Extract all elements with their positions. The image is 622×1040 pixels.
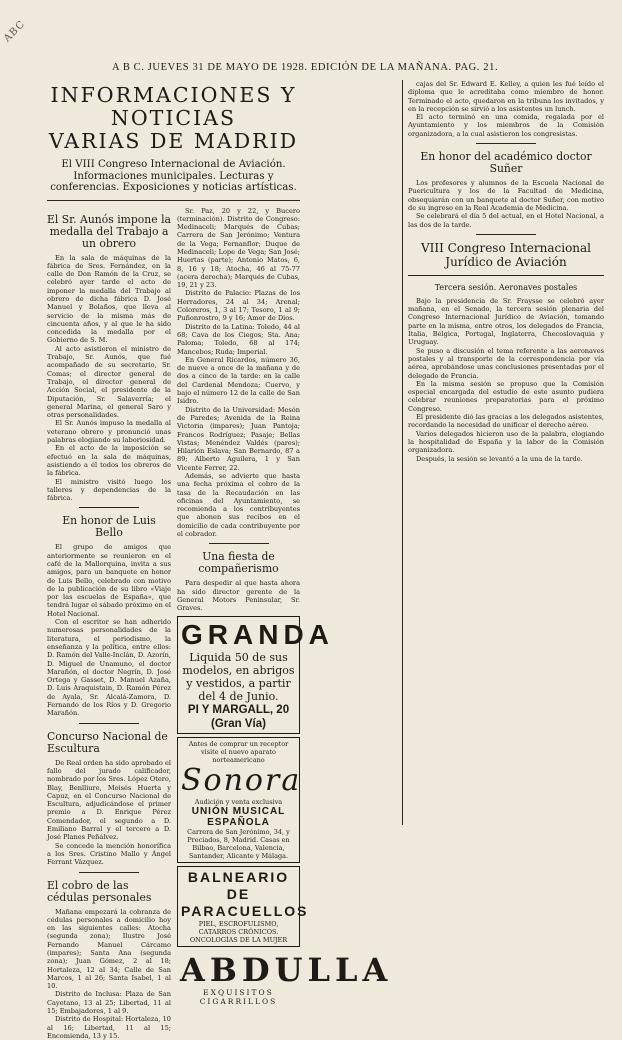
ad-address: PI Y MARGALL, 20 (Gran Vía) <box>181 703 296 731</box>
paragraph: Después, la sesión se levantó a la una de la tarde. <box>408 455 604 463</box>
paragraph: Bajo la presidencia de Sr. Fraysse se celebró ayer mañana, en el Senado, la tercera sesión plenaria del Congreso Internacional Jurídico de Aviación, tomando parte en la misma, entre otros, los delegados de Francia, Italia, Bélgica, Portugal, Inglaterra, Checoslovaquia y Uruguay. <box>408 297 604 347</box>
paragraph: En General Ricardos, número 36, de nueve a once de la mañana y de dos a cinco de la tarde: en la calle del Cardenal Mendoza; Cuervo, y bajo el número 12 de la calle de San Isidro. <box>177 356 300 406</box>
column-right <box>408 80 604 463</box>
paragraph: Además, se advierte que hasta una fecha próxima el cobro de la tasa de la Recaudación en las oficinas del Ayuntamiento, se recomienda a los contribuyentes que abonen sus recibos en el domicilio de cada contribuyente por el cobrador. <box>177 472 300 538</box>
ad-text: PIEL, ESCROFULISMO, CATARROS CRÓNICOS. ONCOLOGÍAS DE LA MUJER <box>181 920 296 944</box>
paragraph: Distrito de la Latina: Toledo, 44 al 68; Cava de los Ciegos; Sta. Ana; Paloma; Toledo, 68 al 174; Mancebos; Ruda; Imperial. <box>177 323 300 356</box>
section-head-escultura: Concurso Nacional de Escultura <box>47 731 171 755</box>
section-subhead: Tercera sesión. Aeronaves postales <box>408 283 604 293</box>
paragraph: Sr. Paz, 20 y 22, y Bucero (terminación). Distrito de Congreso: Medinaceli; Marqués de Cubas; Carrera de San Jerónimo; Ventura de la Vega; Fernanflor; Duque de Medinaceli; Lope de Vega; San José; Huertas (parte); Antonio Matos, 6, 8, 16 y 18; Atocha, 46 al 75-77 (acera derecha); Marqués de Cubas, 19, 21 y 23. <box>177 207 300 290</box>
paragraph: Para despedir al que hasta ahora ha sido director gerente de la General Motors Peninsular, Sr. Graves. <box>177 579 300 612</box>
ad-text: Liquida 50 de sus modelos, en abrigos y vestidos, a partir del 4 de Junio. <box>181 651 296 703</box>
paragraph: Distrito de la Universidad: Mesón de Paredes; Avenida de la Reina Victoria (impares); Juan Pantoja; Francos Rodríguez; Pasaje; Bellas Vistas; Menéndez Valdés (pares); Hilarión Eslava; San Bernardo, 87 a 89; Alberto Aguilera, 1 y San Vicente Ferrer, 22. <box>177 406 300 472</box>
section-head-bello: En honor de Luis Bello <box>47 515 171 539</box>
ad-brand: ABDULLA <box>180 952 297 988</box>
paragraph: Los profesores y alumnos de la Escuela Nacional de Puericultura y los de la Facultad de Medicina, obsequiarán con un banquete al doctor Suñer, con motivo de su ingreso en la Real Academia de Medicina. <box>408 179 604 212</box>
corner-mark: ABC <box>2 19 28 45</box>
paragraph: El presidente dió las gracias a los delegados asistentes, recordando la necesidad de unificar el derecho aéreo. <box>408 413 604 430</box>
divider <box>79 872 139 873</box>
ad-brand: Sonora <box>181 764 296 798</box>
page-header: A B C. JUEVES 31 DE MAYO DE 1928. EDICIÓN DE LA MAÑANA. PAG. 21. <box>112 62 622 73</box>
divider <box>47 200 300 201</box>
paragraph: El acto terminó en una comida, regalada por el Ayuntamiento y los miembros de la Comisión organizadora, a la cual asistieron los congresistas. <box>408 113 604 138</box>
sub-column-2 <box>177 207 300 1040</box>
ad-name-line1: BALNEARIO DE <box>181 869 296 903</box>
paragraph: Varios delegados hicieron uso de la palabra, elogiando la hospitalidad de España y la labor de la Comisión organizadora. <box>408 430 604 455</box>
paragraph: Mañana empezará la cobranza de cédulas personales a domicilio hoy en las siguientes calles: Atocha (segunda zona); Ilustre José Fernando Manuel Cárcamo (impares); Santa Ana (segunda zona); Juan Gómez, 2 al 18; Hortaleza, 12 al 34; Calle de San Marcos, 1 al 26; Santa Isabel, 1 al 10. <box>47 908 171 991</box>
column-left <box>47 80 300 1040</box>
paragraph: En la sala de máquinas de la fábrica de Sres. Fernández, en la calle de Don Ramón de la Cruz, se celebró ayer tarde el acto de imponer la medalla del Trabajo al obrero de dicha fábrica D. José Manuel y Bolaños, que lleva al servicio de la misma más de cincuenta años, y al que le ha sido concedida la medalla por el Gobierno de S. M. <box>47 254 171 345</box>
paragraph: Distrito de Inclusa: Plaza de San Cayetano, 13 al 25; Libertad, 11 al 15; Embajadores, 1 al 9. <box>47 990 171 1015</box>
section-head-fiesta: Una fiesta de compañerismo <box>177 551 300 575</box>
divider <box>476 143 536 144</box>
ad-address: Carrera de San Jerónimo, 34, y Preciados, 8, Madrid. Casas en Bilbao, Barcelona, Valencia, Santander, Alicante y Málaga. <box>181 828 296 860</box>
advertisement-balneario <box>177 866 300 947</box>
paragraph: En la misma sesión se propuso que la Comisión especial encargada del estudio de este asunto pudiera celebrar reuniones preparatorias para el próximo Congreso. <box>408 380 604 413</box>
divider <box>209 543 269 544</box>
paragraph: Distrito de Hospital: Hortaleza, 10 al 16; Libertad, 11 al 15; Encomienda, 13 y 15. <box>47 1015 171 1040</box>
paragraph: cajas del Sr. Edward E. Kelley, a quien les fué leído el diploma que le acreditaba como miembro de honor. Terminado el acto, quedaron en la tribuna los invitados, y en la recepción se sirvió a los asistentes un lunch. <box>408 80 604 113</box>
paragraph: El Sr. Aunós impuso la medalla al veterano obrero y pronunció unas palabras elogiando su laboriosidad. <box>47 419 171 444</box>
column-divider <box>402 80 403 825</box>
ad-company: UNIÓN MUSICAL ESPAÑOLA <box>181 806 296 828</box>
section-head-cedulas: El cobro de las cédulas personales <box>47 880 171 904</box>
advertisement-sonora <box>177 737 300 863</box>
ad-brand: GRANDA <box>181 619 296 651</box>
advertisement-granda <box>177 616 300 734</box>
sub-columns <box>47 207 300 1040</box>
ad-name-line2: PARACUELLOS <box>181 903 296 920</box>
paragraph: Con el escritor se han adherido numerosas personalidades de la literatura, el periodismo, la enseñanza y la política, entre ellos: D. Ramón del Valle-Inclán, D. Azorín, D. Miguel de Unamuno, el doctor Marañón, el doctor Negrín, D. José Ortega y Gasset, D. Manuel Azaña, D. Luis Araquistain, D. Ramón Pérez de Ayala, Sr. Alcalá-Zamora, D. Fernando de los Ríos y D. Gregorio Marañón. <box>47 618 171 718</box>
main-title-line1: INFORMACIONES Y NOTICIAS <box>47 84 300 130</box>
section-head-aunos: El Sr. Aunós impone la medalla del Trabajo a un obrero <box>47 214 171 250</box>
ad-intro: Antes de comprar un receptor visite el nuevo aparato norteamericano <box>181 740 296 764</box>
paragraph: De Real orden ha sido aprobado el fallo del jurado calificador, nombrado por los Sres. López Otero, Blay, Benlliure, Moisés Huerta y Capuz, en el Concurso Nacional de Escultura, adjudicándose el primer premio a D. Enrique Pérez Comendador, el segundo a D. Emiliano Barral y el tercero a D. José Planes Peñálvez. <box>47 759 171 842</box>
paragraph: Se celebrará el día 5 del actual, en el Hotel Nacional, a las dos de la tarde. <box>408 212 604 229</box>
main-title <box>47 84 300 153</box>
paragraph: En el acto de la imposición se efectuó en la sala de máquinas, asistiendo a él todos los obreros de la fábrica. <box>47 444 171 477</box>
divider <box>79 507 139 508</box>
paragraph: El ministro visitó luego los talleres y dependencias de la fábrica. <box>47 478 171 503</box>
sub-column-1 <box>47 207 171 1040</box>
main-title-line2: VARIAS DE MADRID <box>47 130 300 153</box>
section-head-congreso: VIII Congreso Internacional Jurídico de Aviación <box>408 241 604 269</box>
ad-tag: Audición y venta exclusiva <box>181 798 296 806</box>
paragraph: Al acto asistieron el ministro de Trabajo, Sr. Aunós, que fué acompañado de su secretario, Sr. Comas; el director general de Trabajo, el director general de Acción Social, el presidente de la Diputación, Sr. Salaverría; el general Marina, el general Saro y otras personalidades. <box>47 345 171 420</box>
paragraph: El grupo de amigos que anteriormente se reunieron en el café de la Mallorquina, invita a sus amigos, para un banquete en honor de Luis Bello, celebrado con motivo de la publicación de su libro «Viaje por las escuelas de España», que tendrá lugar el sábado próximo en el Hotel Nacional. <box>47 543 171 618</box>
section-head-suner: En honor del académico doctor Suñer <box>408 151 604 175</box>
advertisement-abdulla <box>177 950 300 1008</box>
section-subtitle: El VIII Congreso Internacional de Aviación. Informaciones municipales. Lecturas y conferencias. Exposiciones y noticias artísticas. <box>47 159 300 194</box>
divider <box>408 275 604 276</box>
paragraph: Distrito de Palacio: Plazas de los Herradores, 24 al 34; Arenal; Coloreros, 1, 3 al 17; Tesoro, 1 al 9; Puñonrostro, 9 y 16; Amor de Dios. <box>177 289 300 322</box>
ad-tag: EXQUISITOS CIGARRILLOS <box>180 988 297 1006</box>
divider <box>79 723 139 724</box>
paragraph: Se puso a discusión el tema referente a las aeronaves postales y al transporte de la correspondencia por vía aérea, aprobándose unas conclusiones presentadas por el delegado de Francia. <box>408 347 604 380</box>
paragraph: Se concede la mención honorífica a los Sres. Cristino Mallo y Ángel Ferrant Vázquez. <box>47 842 171 867</box>
divider <box>476 234 536 235</box>
